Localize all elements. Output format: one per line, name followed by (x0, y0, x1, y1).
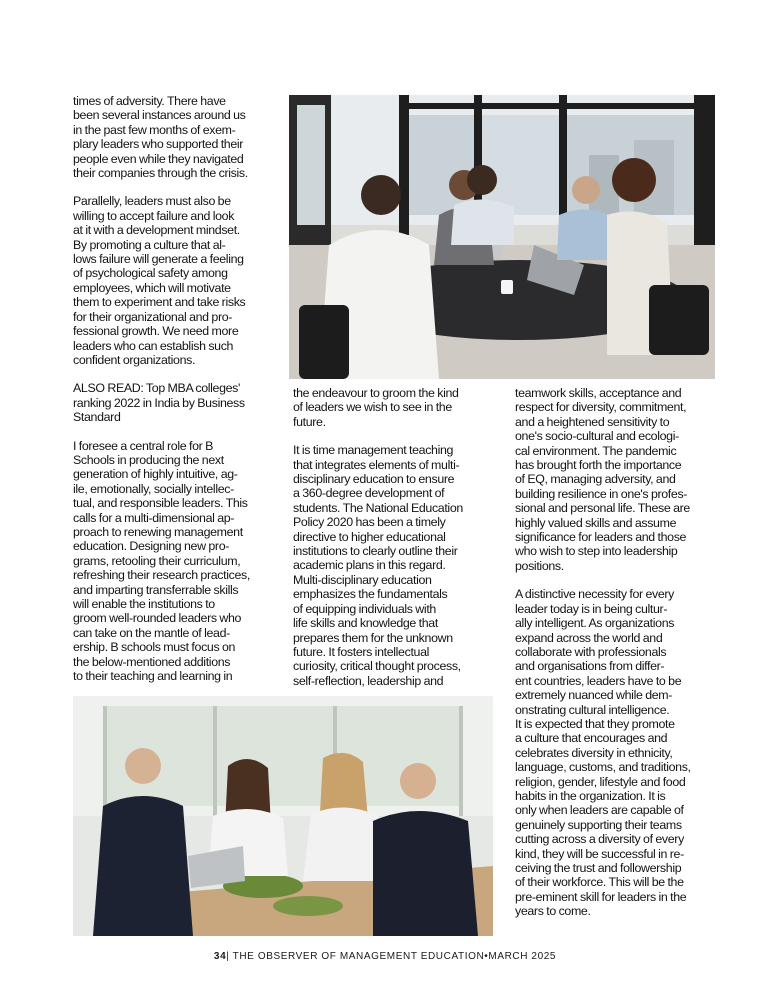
paragraph: times of adversity. There have been several instances around us in the past few months of exem- plary leaders who supported their people even while they navigated their companies through the crisis. (73, 94, 248, 181)
paragraph: I foresee a central role for B Schools in producing the next generation of highly intuitive, ag- ile, emotionally, socially intellec- tual, and responsible leaders. This calls for a multi-dimensional ap- proach to renewing management education. Designing new pro- grams, retooling their curriculum, refreshing their research practices, and imparting transferrable skills will enable the institutions to groom well-rounded leaders who can take on the mantle of lead- ership. B schools must focus on the below-mentioned additions to their teaching and learning in (73, 438, 250, 684)
publication-name: THE OBSERVER OF MANAGEMENT EDUCATION (232, 951, 485, 962)
footer-bullet: • (484, 951, 489, 962)
page-number: 34 (213, 951, 227, 962)
text-column-2 (293, 386, 498, 702)
text-column-1 (73, 94, 278, 697)
paragraph: the endeavour to groom the kind of leaders we wish to see in the future. (293, 386, 459, 429)
issue-date: MARCH 2025 (488, 951, 557, 962)
paragraph: A distinctive necessity for every leader today is in being cultur- ally intelligent. As organizations expand across the world and collaborate with professionals and organisations from differ- ent countries, leaders have to be extremely nuanced while dem- onstrating cultural intelligence. It is expected that they promote a culture that encourages and celebrates diversity in ethnicity, language, customs, and traditions, religion, gender, lifestyle and food habits in the organization. It is only when leaders are capable of genuinely supporting their teams cutting across a diversity of every kind, they will be successful in re- ceiving the trust and followership of their workforce. This will be the pre-eminent skill for leaders in the years to come. (515, 587, 691, 919)
meeting-photo-bottom (73, 696, 493, 936)
page-footer (0, 951, 770, 962)
footer-separator: | (226, 951, 230, 962)
also-read-link[interactable]: ALSO READ: Top MBA colleges' ranking 2022 in India by Business Standard (73, 381, 245, 425)
paragraph: It is time management teaching that integrates elements of multi- disciplinary education to ensure a 360-degree development of students. The National Education Policy 2020 has been a timely directive to higher educational institutions to clearly outline their academic plans in this regard. Multi-disciplinary education emphasizes the fundamentals of equipping individuals with life skills and knowledge that prepares them for the unknown future. It fosters intellectual curiosity, critical thought process, self-reflection, leadership and (293, 443, 463, 688)
meeting-photo-top (289, 95, 715, 379)
text-column-3 (515, 386, 720, 933)
paragraph: teamwork skills, acceptance and respect for diversity, commitment, and a heightened sensitivity to one's socio-cultural and ecologi- cal environment. The pandemic has brought forth the importance of EQ, managing adversity, and building resilience in one's profes- sional and personal life. These are highly valued skills and assume significance for leaders and those who wish to step into leadership positions. (515, 386, 690, 573)
paragraph: Parallelly, leaders must also be willing to accept failure and look at it with a development mindset. By promoting a culture that al- lows failure will generate a feeling of psychological safety among employees, which will motivate them to experiment and take risks for their organizational and pro- fessional growth. We need more leaders who can establish such confident organizations. (73, 194, 246, 367)
